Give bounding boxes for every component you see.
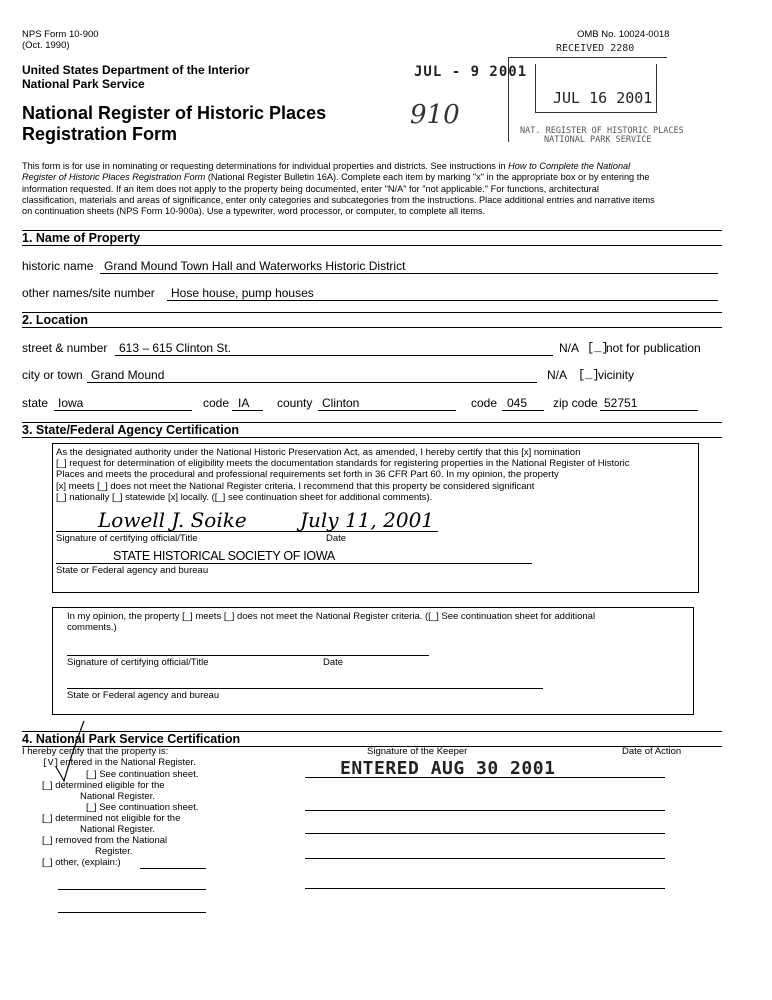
vicinity-checkbox[interactable]: [_] xyxy=(578,368,600,382)
stamp-nat-register: NAT. REGISTER OF HISTORIC PLACES xyxy=(520,126,684,136)
keeper-line[interactable] xyxy=(305,833,665,834)
certification-text: As the designated authority under the National Historic Preservation Act, as amended, I hereby certify that this [x] nomination [_] request for determination of eligibility meets the documentation standards for registering properties in the National Register of Historic Places and meets the procedural and professional requirements set forth in 36 CFR Part 60. In my opinion, the property [x] meets [_] does not meet the National Register criteria. I recommend that this property be considered significant [_] nationally [_] statewide [x] locally. ([_] see continuation sheet for additional comments). xyxy=(56,447,630,503)
not-publication-label: not for publication xyxy=(606,341,701,355)
street-label: street & number xyxy=(22,341,108,355)
entered-checkbox[interactable]: [V] xyxy=(42,757,60,768)
section-4-heading: 4. National Park Service Certification xyxy=(22,732,241,746)
eligible-option[interactable]: [_] determined eligible for the xyxy=(42,780,165,791)
certifying-date: July 11, 2001 xyxy=(300,508,435,532)
zip-value: 52751 xyxy=(604,396,638,410)
continuation-sheet-2[interactable]: [_] See continuation sheet. xyxy=(86,802,199,813)
keeper-line[interactable] xyxy=(305,858,665,859)
form-title: National Register of Historic Places xyxy=(22,103,327,123)
county-value: Clinton xyxy=(322,396,360,410)
state-label: state xyxy=(22,396,49,410)
historic-name-value: Grand Mound Town Hall and Waterworks Historic District xyxy=(104,259,406,273)
not-publication-value: N/A xyxy=(559,341,580,355)
omb-number: OMB No. 10024-0018 xyxy=(577,29,670,40)
opinion-text: In my opinion, the property [_] meets [_] does not meet the National Register criteria. ([_] See continuation sheet for additional comments.) xyxy=(67,611,596,634)
continuation-sheet-1[interactable]: [_] See continuation sheet. xyxy=(86,769,199,780)
received-stamp-label: RECEIVED 2280 xyxy=(556,43,635,54)
removed-option-cont: Register. xyxy=(95,846,133,857)
county-label: county xyxy=(277,396,313,410)
agency-line-2 xyxy=(67,688,543,689)
historic-name-label: historic name xyxy=(22,259,94,273)
city-value: Grand Mound xyxy=(91,368,165,382)
entered-stamp: ENTERED AUG 30 2001 xyxy=(340,758,556,779)
keeper-line[interactable] xyxy=(305,888,665,889)
section-3-heading: 3. State/Federal Agency Certification xyxy=(22,423,239,437)
date-of-action-label: Date of Action xyxy=(622,746,682,757)
not-eligible-option[interactable]: [_] determined not eligible for the xyxy=(42,813,181,824)
agency-line xyxy=(56,563,532,564)
stamp-date: JUL 16 2001 xyxy=(553,89,653,107)
signature-line-2 xyxy=(67,655,429,656)
keeper-signature-label: Signature of the Keeper xyxy=(367,746,468,757)
vicinity-label: vicinity xyxy=(598,368,635,382)
signature-line xyxy=(56,531,438,532)
agency-name: STATE HISTORICAL SOCIETY OF IOWA xyxy=(113,549,335,563)
received-date-stamp: JUL - 9 2001 xyxy=(414,64,528,80)
instructions-paragraph: This form is for use in nominating or requesting determinations for individual properties and districts. See instructions in How to Complete the National Register of Historic Places Registration Form (National Register Bulletin 16A). Complete each item by marking "x" in the appropriate box or by entering the information requested. If an item does not apply to the property being documented, enter "N/A" for "not applicable." For functions, architectural classification, materials and areas of significance, enter only categories and subcategories from the instructions. Place additional entries and narrative items on continuation sheets (NPS Form 10-900a). Use a typewriter, word processor, or computer, to complete all items. xyxy=(22,161,655,217)
section-divider xyxy=(22,437,722,438)
keeper-line[interactable] xyxy=(305,777,665,778)
agency-label-2: State or Federal agency and bureau xyxy=(67,690,220,701)
signature-label: Signature of certifying official/Title xyxy=(56,533,198,544)
date-label-2: Date xyxy=(323,657,344,668)
handwritten-code: 910 xyxy=(410,100,460,130)
section-divider xyxy=(22,312,722,313)
form-number: NPS Form 10-900 xyxy=(22,29,99,40)
section-divider xyxy=(22,327,722,328)
eligible-option-cont: National Register. xyxy=(80,791,155,802)
department-name: United States Department of the Interior xyxy=(22,63,250,77)
removed-option[interactable]: [_] removed from the National xyxy=(42,835,168,846)
section-1-heading: 1. Name of Property xyxy=(22,231,141,245)
county-code-label: code xyxy=(471,396,498,410)
vicinity-value: N/A xyxy=(547,368,568,382)
entered-label: entered in the National Register. xyxy=(60,757,196,768)
zip-label: zip code xyxy=(553,396,598,410)
stamp-nps: NATIONAL PARK SERVICE xyxy=(544,135,652,145)
state-code-value: IA xyxy=(238,396,250,410)
form-date: (Oct. 1990) xyxy=(22,40,70,51)
agency-label: State or Federal agency and bureau xyxy=(56,565,209,576)
other-names-value: Hose house, pump houses xyxy=(171,286,314,300)
county-code-value: 045 xyxy=(507,396,528,410)
state-code-label: code xyxy=(203,396,230,410)
state-value: Iowa xyxy=(58,396,84,410)
other-explain-line[interactable] xyxy=(140,868,206,869)
other-option[interactable]: [_] other, (explain:) xyxy=(42,857,121,868)
keeper-line[interactable] xyxy=(305,810,665,811)
signature-label-2: Signature of certifying official/Title xyxy=(67,657,209,668)
form-subtitle: Registration Form xyxy=(22,124,178,144)
certifying-signature: Lowell J. Soike xyxy=(98,508,247,532)
other-names-label: other names/site number xyxy=(22,286,155,300)
explain-line[interactable] xyxy=(58,889,206,890)
not-eligible-option-cont: National Register. xyxy=(80,824,155,835)
date-label: Date xyxy=(326,533,347,544)
street-value: 613 – 615 Clinton St. xyxy=(119,341,232,355)
section-divider xyxy=(22,245,722,246)
city-label: city or town xyxy=(22,368,83,382)
section-2-heading: 2. Location xyxy=(22,313,88,327)
not-publication-checkbox[interactable]: [_] xyxy=(587,341,609,355)
nps-certify-intro: I hereby certify that the property is: xyxy=(22,746,169,757)
service-name: National Park Service xyxy=(22,77,145,91)
explain-line[interactable] xyxy=(58,912,206,913)
